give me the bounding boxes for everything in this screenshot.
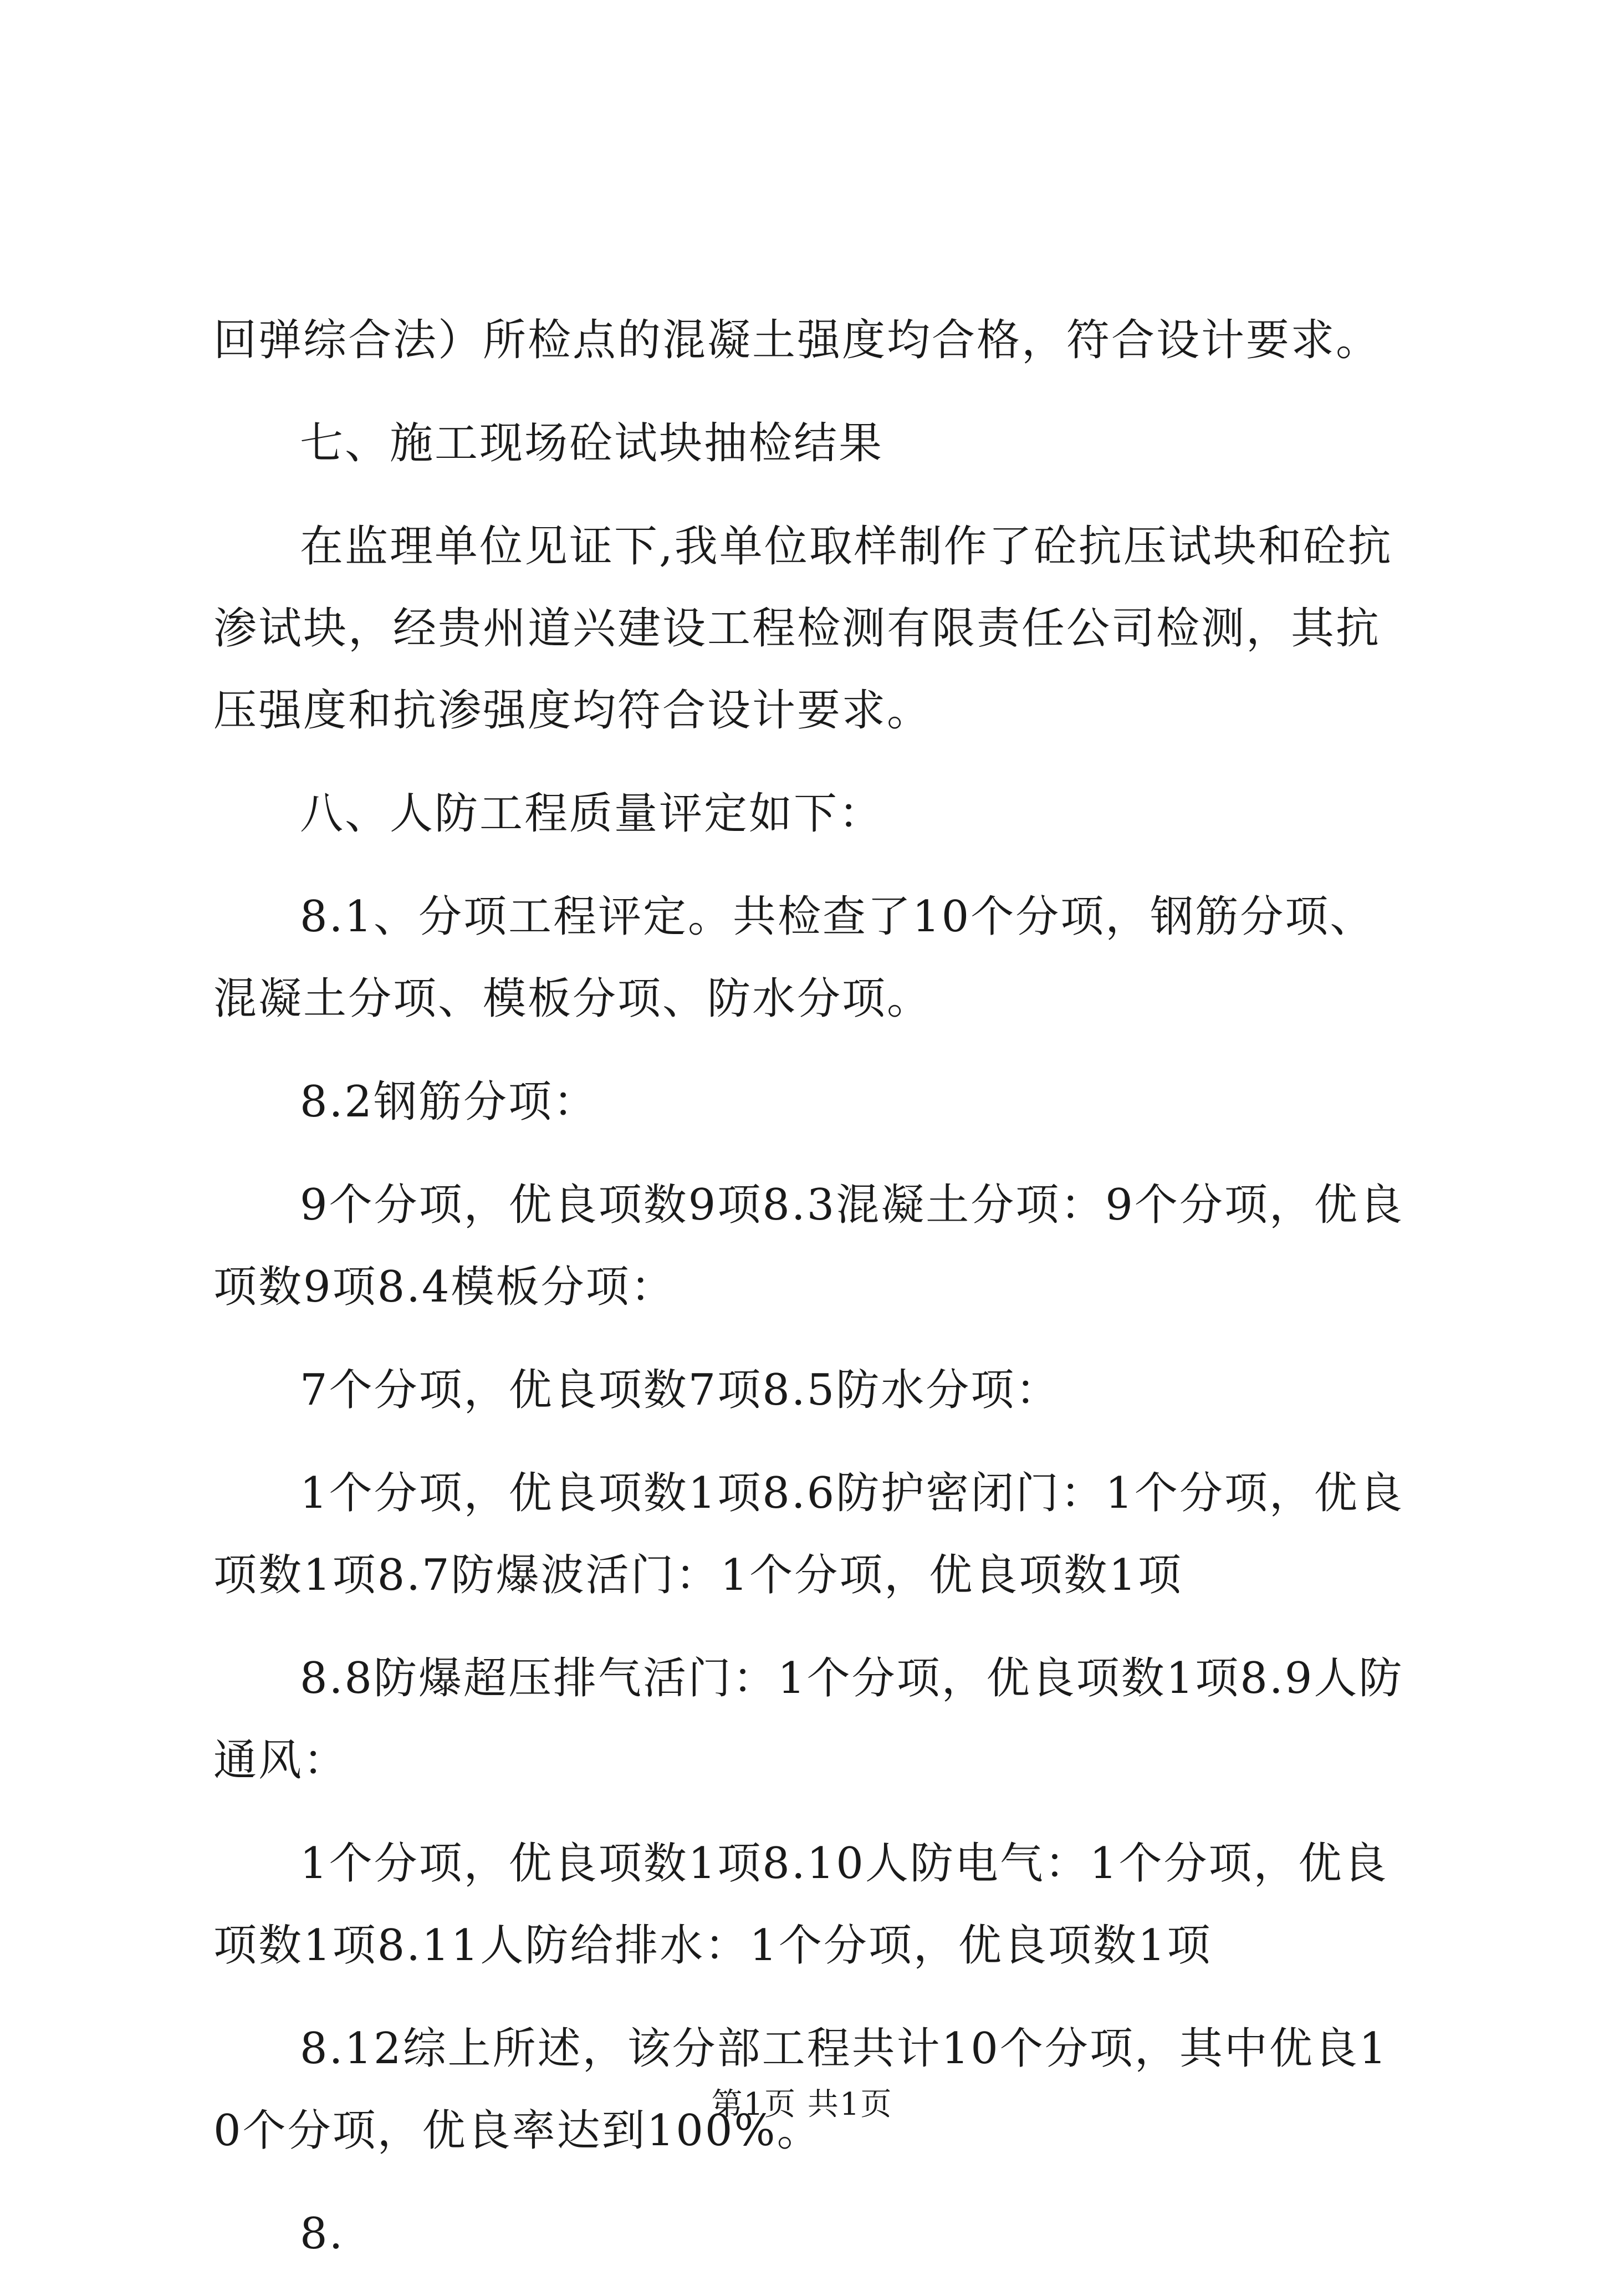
page-footer: 第1页 共1页 bbox=[711, 2086, 893, 2122]
paragraph-10: 8.8防爆超压排气活门：1个分项，优良项数1项8.9人防通风： bbox=[213, 1654, 1404, 1785]
paragraph-2: 七、施工现场砼试块抽检结果 bbox=[300, 419, 884, 468]
paragraph-7: 9个分项，优良项数9项8.3混凝土分项：9个分项，优良项数9项8.4模板分项： bbox=[213, 1180, 1404, 1312]
document-body bbox=[213, 299, 1411, 2296]
paragraph-1: 回弹综合法）所检点的混凝土强度均合格，符合设计要求。 bbox=[213, 315, 1381, 365]
paragraph-8: 7个分项，优良项数7项8.5防水分项： bbox=[300, 1365, 1061, 1415]
paragraph-12: 8.12综上所述，该分部工程共计10个分项，其中优良10个分项，优良率达到100%。 bbox=[213, 2024, 1388, 2156]
paragraph-11: 1个分项，优良项数1项8.10人防电气：1个分项，优良项数1项8.11人防给排水：1个分项，优良项数1项 bbox=[213, 1839, 1388, 1971]
paragraph-13: 8. bbox=[300, 2209, 345, 2259]
paragraph-5: 8.1、分项工程评定。共检查了10个分项，钢筋分项、混凝土分项、模板分项、防水分项。 bbox=[213, 892, 1375, 1024]
paragraph-6: 8.2钢筋分项： bbox=[300, 1077, 599, 1127]
paragraph-3: 在监理单位见证下,我单位取样制作了砼抗压试块和砼抗渗试块，经贵州道兴建设工程检测有限责任公司检测，其抗压强度和抗渗强度均符合设计要求。 bbox=[213, 522, 1393, 736]
paragraph-9: 1个分项，优良项数1项8.6防护密闭门：1个分项，优良项数1项8.7防爆波活门：1个分项，优良项数1项 bbox=[213, 1468, 1404, 1600]
paragraph-4: 八、人防工程质量评定如下： bbox=[300, 789, 884, 839]
